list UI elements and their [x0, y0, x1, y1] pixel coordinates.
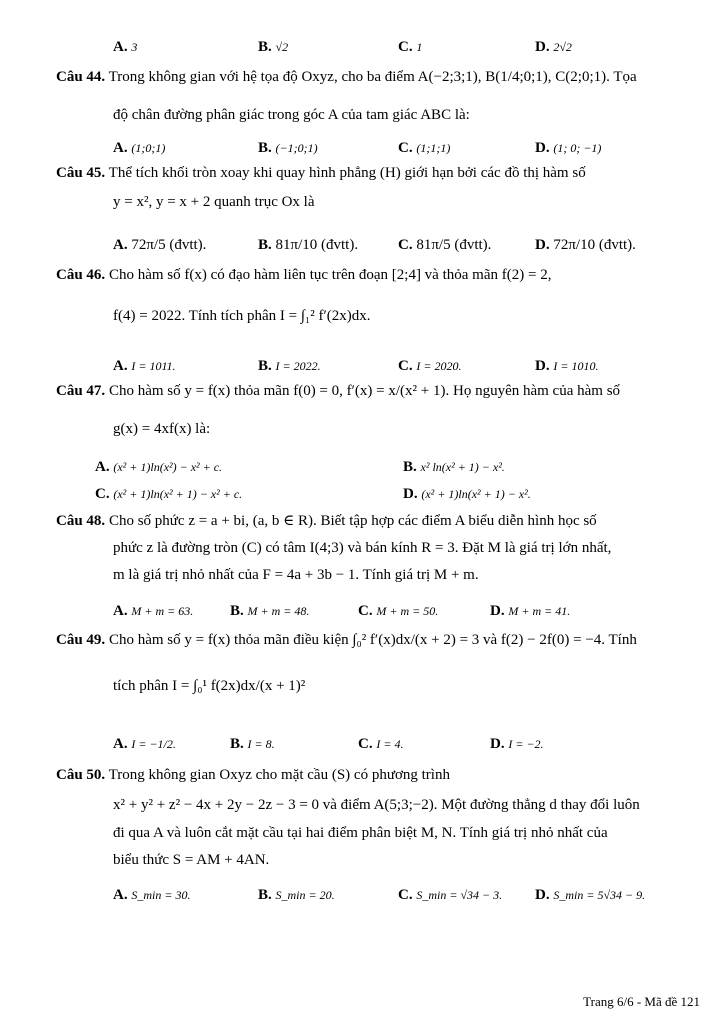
q50-line-3: đi qua A và luôn cắt mặt cầu tại hai điểm phân biệt M, N. Tính giá trị nhỏ nhất của — [113, 825, 608, 841]
q49-option-d: D. I = −2. — [490, 736, 544, 752]
q46-option-c: C. I = 2020. — [398, 358, 462, 374]
q43-option-a: A. 3 — [113, 39, 138, 55]
q48-option-c: C. M + m = 50. — [358, 603, 439, 619]
q50-line-2: x² + y² + z² − 4x + 2y − 2z − 3 = 0 và điểm A(5;3;−2). Một đường thẳng d thay đổi luôn — [113, 797, 640, 813]
q48-option-b: B. M + m = 48. — [230, 603, 310, 619]
q45-option-c: C. 81π/5 (đvtt). — [398, 237, 492, 253]
page-footer: Trang 6/6 - Mã đề 121 — [583, 994, 700, 1009]
q48-line-3: m là giá trị nhỏ nhất của F = 4a + 3b − 1. Tính giá trị M + m. — [113, 567, 479, 583]
q47-option-b: B. x² ln(x² + 1) − x². — [403, 459, 505, 475]
q43-option-b: B. √2 — [258, 39, 289, 55]
q50-option-b: B. S_min = 20. — [258, 887, 335, 903]
q50-option-d: D. S_min = 5√34 − 9. — [535, 887, 646, 903]
q43-option-d: D. 2√2 — [535, 39, 572, 55]
q45-option-d: D. 72π/10 (đvtt). — [535, 237, 636, 253]
q44-option-b: B. (−1;0;1) — [258, 140, 318, 156]
q48-line-1: Câu 48. Cho số phức z = a + bi, (a, b ∈ R). Biết tập hợp các điểm A biểu diễn hình học số — [56, 513, 597, 529]
q46-line-2: f(4) = 2022. Tính tích phân I = ∫₁² f′(2x)dx. — [113, 308, 371, 324]
q44-option-c: C. (1;1;1) — [398, 140, 451, 156]
q44-option-a: A. (1;0;1) — [113, 140, 166, 156]
q49-option-c: C. I = 4. — [358, 736, 404, 752]
q43-option-c: C. 1 — [398, 39, 423, 55]
q49-option-b: B. I = 8. — [230, 736, 275, 752]
q46-option-b: B. I = 2022. — [258, 358, 321, 374]
q45-line-2: y = x², y = x + 2 quanh trục Ox là — [113, 194, 315, 210]
q50-line-1: Câu 50. Trong không gian Oxyz cho mặt cầu (S) có phương trình — [56, 767, 450, 783]
q45-option-b: B. 81π/10 (đvtt). — [258, 237, 359, 253]
q49-line-2: tích phân I = ∫₀¹ f(2x)dx/(x + 1)² — [113, 678, 306, 694]
q50-option-c: C. S_min = √34 − 3. — [398, 887, 503, 903]
q46-option-d: D. I = 1010. — [535, 358, 599, 374]
q47-option-d: D. (x² + 1)ln(x² + 1) − x². — [403, 486, 531, 502]
q46-line-1: Câu 46. Cho hàm số f(x) có đạo hàm liên tục trên đoạn [2;4] và thỏa mãn f(2) = 2, — [56, 267, 552, 283]
q47-line-1: Câu 47. Cho hàm số y = f(x) thỏa mãn f(0) = 0, f′(x) = x/(x² + 1). Họ nguyên hàm của hàm số — [56, 383, 621, 399]
q49-line-1: Câu 49. Cho hàm số y = f(x) thỏa mãn điều kiện ∫₀² f′(x)dx/(x + 2) = 3 và f(2) − 2f(0) = −4. Tính — [56, 632, 637, 648]
q48-option-d: D. M + m = 41. — [490, 603, 571, 619]
q48-option-a: A. M + m = 63. — [113, 603, 194, 619]
q44-line-2: độ chân đường phân giác trong góc A của tam giác ABC là: — [113, 107, 470, 123]
q47-option-a: A. (x² + 1)ln(x²) − x² + c. — [95, 459, 223, 475]
q45-option-a: A. 72π/5 (đvtt). — [113, 237, 207, 253]
q49-option-a: A. I = −1/2. — [113, 736, 176, 752]
q47-line-2: g(x) = 4xf(x) là: — [113, 421, 211, 437]
q45-line-1: Câu 45. Thể tích khối tròn xoay khi quay hình phẳng (H) giới hạn bởi các đồ thị hàm số — [56, 165, 586, 181]
q44-line-1: Câu 44. Trong không gian với hệ tọa độ Oxyz, cho ba điểm A(−2;3;1), B(1/4;0;1), C(2;0;1). Tọa — [56, 69, 637, 85]
q47-option-c: C. (x² + 1)ln(x² + 1) − x² + c. — [95, 486, 243, 502]
q48-line-2: phức z là đường tròn (C) có tâm I(4;3) và bán kính R = 3. Đặt M là giá trị lớn nhất, — [113, 540, 612, 556]
q44-option-d: D. (1; 0; −1) — [535, 140, 602, 156]
q46-option-a: A. I = 1011. — [113, 358, 176, 374]
q50-option-a: A. S_min = 30. — [113, 887, 191, 903]
q50-line-4: biểu thức S = AM + 4AN. — [113, 852, 270, 868]
